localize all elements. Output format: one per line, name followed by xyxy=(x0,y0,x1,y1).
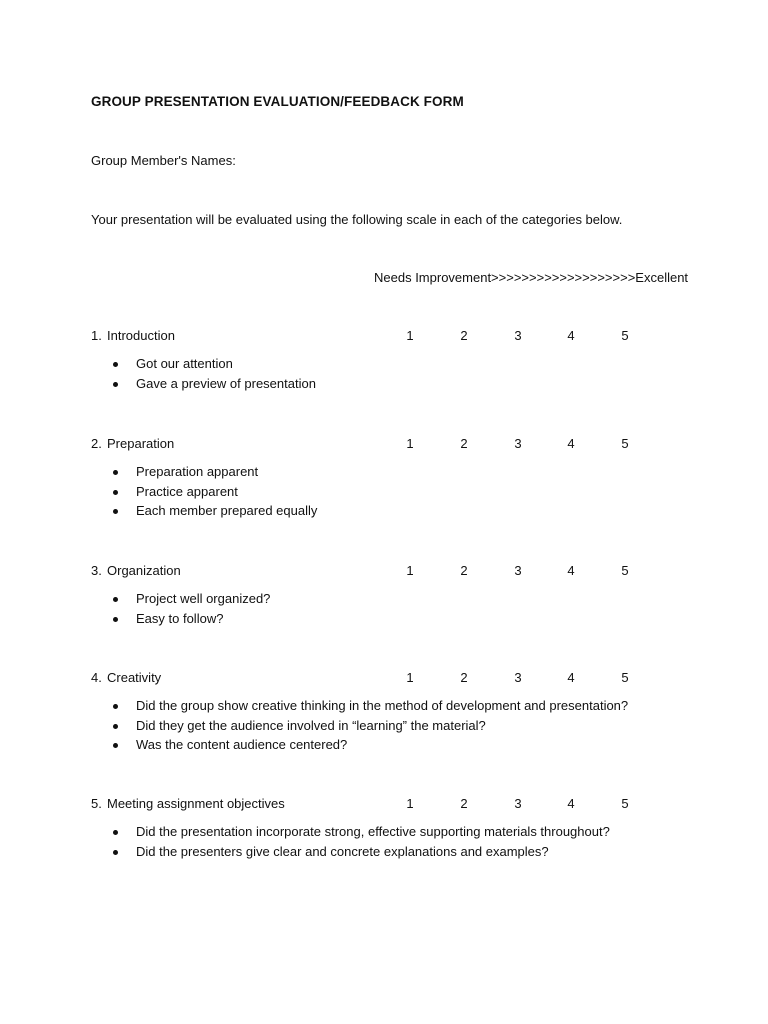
section-preparation xyxy=(0,436,768,518)
criteria-item xyxy=(0,844,768,864)
bullet-icon xyxy=(113,382,118,387)
rating-1: 1 xyxy=(406,436,414,451)
criteria-text: Did they get the audience involved in “learning” the material? xyxy=(136,717,486,733)
criteria-text: Got our attention xyxy=(136,356,233,371)
criteria-text: Was the content audience centered? xyxy=(136,737,348,752)
criteria-item xyxy=(0,824,768,844)
form-title: GROUP PRESENTATION EVALUATION/FEEDBACK FORM xyxy=(91,94,464,109)
bullet-icon xyxy=(113,743,118,748)
criteria-text: Each member prepared equally xyxy=(136,503,318,518)
section-number: 3. xyxy=(91,563,102,578)
section-header xyxy=(0,563,768,583)
rating-2: 2 xyxy=(460,563,468,578)
section-introduction xyxy=(0,328,768,391)
bullet-icon xyxy=(113,830,118,835)
rating-4: 4 xyxy=(567,670,575,685)
rating-4: 4 xyxy=(567,436,575,451)
criteria-item xyxy=(0,698,768,718)
criteria-text: Project well organized? xyxy=(136,591,271,606)
bullet-icon xyxy=(113,597,118,602)
criteria-item xyxy=(0,718,768,738)
bullet-icon xyxy=(113,362,118,367)
section-number: 1. xyxy=(91,328,102,343)
bullet-icon xyxy=(113,470,118,475)
criteria-list xyxy=(0,698,768,757)
rating-2: 2 xyxy=(460,436,468,451)
section-number: 2. xyxy=(91,436,102,451)
rating-3: 3 xyxy=(514,328,522,343)
rating-5: 5 xyxy=(621,436,629,451)
rating-1: 1 xyxy=(406,563,414,578)
criteria-list xyxy=(0,591,768,630)
rating-1: 1 xyxy=(406,328,414,343)
section-organization xyxy=(0,563,768,626)
bullet-icon xyxy=(113,704,118,709)
rating-2: 2 xyxy=(460,328,468,343)
rating-2: 2 xyxy=(460,670,468,685)
criteria-item xyxy=(0,376,768,396)
section-creativity xyxy=(0,670,768,752)
rating-3: 3 xyxy=(514,563,522,578)
section-title: Meeting assignment objectives xyxy=(107,796,285,811)
section-header xyxy=(0,796,768,816)
rating-3: 3 xyxy=(514,796,522,811)
section-header xyxy=(0,670,768,690)
criteria-list xyxy=(0,356,768,395)
rating-4: 4 xyxy=(567,563,575,578)
instructions-text: Your presentation will be evaluated using the following scale in each of the categories below. xyxy=(91,212,623,227)
rating-4: 4 xyxy=(567,796,575,811)
rating-5: 5 xyxy=(621,328,629,343)
criteria-text: Did the group show creative thinking in the method of development and presentation? xyxy=(136,698,629,713)
criteria-text: Easy to follow? xyxy=(136,610,224,626)
criteria-list xyxy=(0,824,768,863)
criteria-text: Preparation apparent xyxy=(136,464,259,479)
section-title: Organization xyxy=(107,563,181,578)
criteria-item xyxy=(0,503,768,523)
section-title: Creativity xyxy=(107,670,162,685)
criteria-text: Gave a preview of presentation xyxy=(136,375,316,391)
section-meeting-objectives xyxy=(0,796,768,859)
section-number: 4. xyxy=(91,670,102,685)
rating-3: 3 xyxy=(514,436,522,451)
bullet-icon xyxy=(113,724,118,729)
criteria-list xyxy=(0,464,768,523)
rating-1: 1 xyxy=(406,670,414,685)
rating-5: 5 xyxy=(621,563,629,578)
criteria-text: Practice apparent xyxy=(136,483,238,499)
bullet-icon xyxy=(113,490,118,495)
rating-4: 4 xyxy=(567,328,575,343)
rating-5: 5 xyxy=(621,796,629,811)
rating-2: 2 xyxy=(460,796,468,811)
section-header xyxy=(0,328,768,348)
section-title: Introduction xyxy=(107,328,175,343)
section-header xyxy=(0,436,768,456)
scale-legend: Needs Improvement>>>>>>>>>>>>>>>>>>>Excellent xyxy=(374,270,689,285)
bullet-icon xyxy=(113,617,118,622)
criteria-item xyxy=(0,611,768,631)
section-title: Preparation xyxy=(107,436,175,451)
criteria-text: Did the presenters give clear and concrete explanations and examples? xyxy=(136,843,549,859)
criteria-item xyxy=(0,356,768,376)
rating-1: 1 xyxy=(406,796,414,811)
bullet-icon xyxy=(113,850,118,855)
group-member-names-label: Group Member's Names: xyxy=(91,153,236,168)
criteria-text: Did the presentation incorporate strong, effective supporting materials throughout? xyxy=(136,824,610,839)
criteria-item xyxy=(0,464,768,484)
rating-5: 5 xyxy=(621,670,629,685)
bullet-icon xyxy=(113,509,118,514)
criteria-item xyxy=(0,591,768,611)
criteria-item xyxy=(0,737,768,757)
rating-3: 3 xyxy=(514,670,522,685)
section-number: 5. xyxy=(91,796,102,811)
criteria-item xyxy=(0,484,768,504)
